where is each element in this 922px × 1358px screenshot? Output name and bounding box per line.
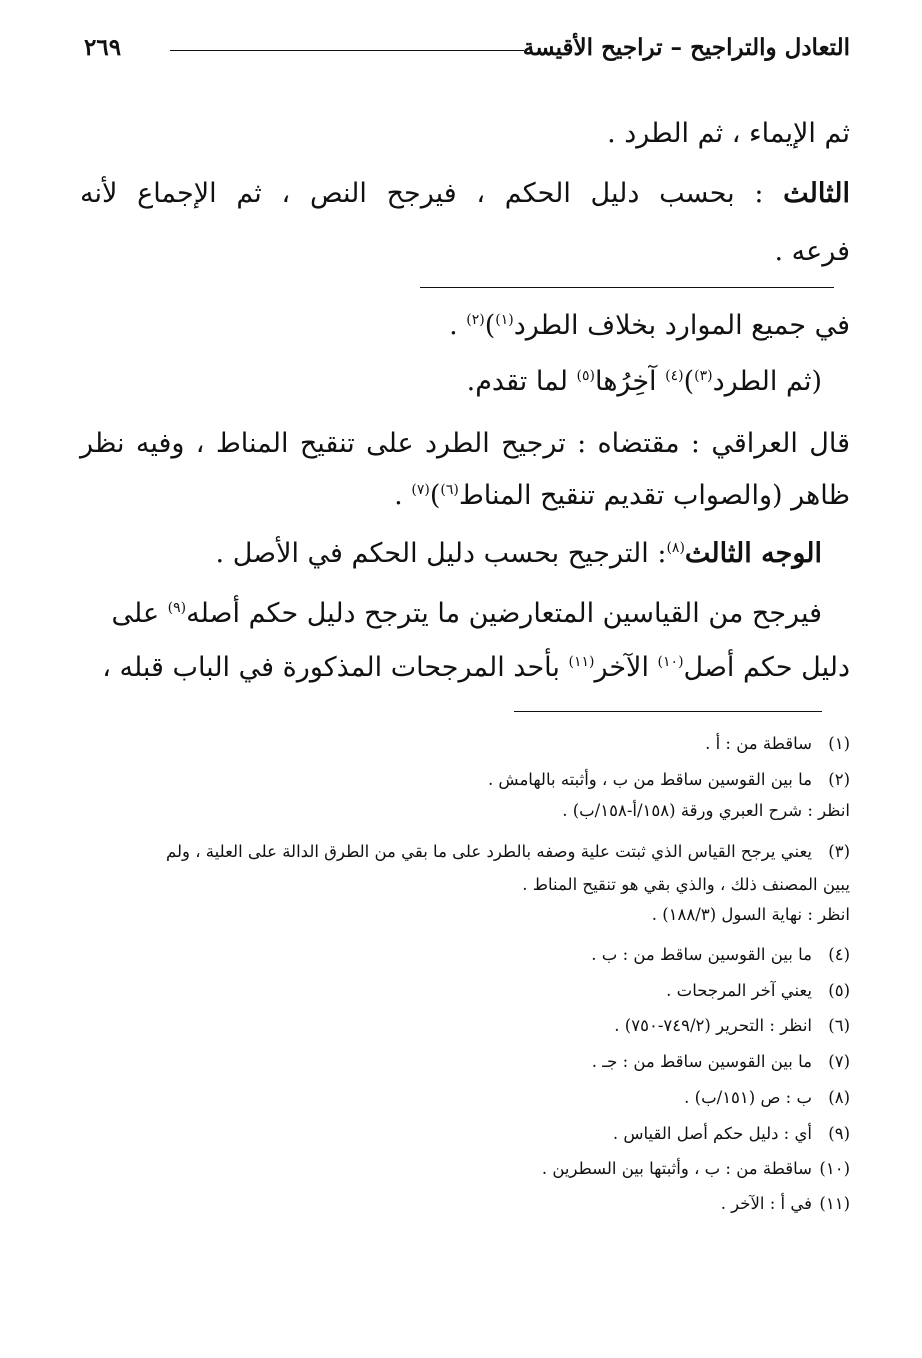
footnote-ref: (٩) bbox=[167, 600, 187, 616]
text-line: دليل حكم أصل$^{(١٠)}$ الآخر$^{(١١)}$ بأحد المرجحات المذكورة في الباب قبله ، bbox=[102, 652, 850, 683]
section-label: الوجه الثالث bbox=[684, 538, 822, 569]
footnote-ref: (٢) bbox=[466, 312, 485, 328]
footnote: (٢)ما بين القوسين ساقط من ب ، وأثبته بالهامش . bbox=[487, 770, 850, 789]
text-line: قال العراقي : مقتضاه : ترجيح الطرد على تنقيح المناط ، وفيه نظر bbox=[80, 428, 850, 459]
running-title: التعادل والتراجيح – تراجيح الأقيسة bbox=[522, 34, 850, 61]
footnote-continuation: يبين المصنف ذلك ، والذي بقي هو تنقيح المناط . bbox=[522, 875, 850, 894]
footnote-number: (٤) bbox=[828, 945, 850, 964]
footnote-number: (٩) bbox=[828, 1124, 850, 1143]
footnote: (٣)يعني يرجح القياس الذي ثبتت علية وصفه بالطرد على ما بقي من الطرق الدالة على العلية ، ولم bbox=[166, 842, 850, 861]
footnote: (٧)ما بين القوسين ساقط من : جـ . bbox=[591, 1052, 850, 1071]
text-line: الثالث : بحسب دليل الحكم ، فيرجح النص ، ثم الإجماع لأنه bbox=[80, 178, 850, 209]
footnote-ref: (٤) bbox=[665, 368, 684, 384]
text-line: فيرجح من القياسين المتعارضين ما يترجح دليل حكم أصله$^{(٩)}$ على bbox=[111, 598, 822, 629]
footnote-ref: (١٠) bbox=[657, 654, 684, 670]
text-line: فرعه . bbox=[774, 236, 850, 267]
footnote: (١)ساقطة من : أ . bbox=[705, 734, 850, 753]
footnote-ref: (٥) bbox=[576, 368, 595, 384]
header-rule bbox=[170, 50, 524, 51]
footnote-ref: (١١) bbox=[568, 654, 595, 670]
footnote-number: (٢) bbox=[828, 770, 850, 789]
section-divider bbox=[420, 287, 834, 288]
text-line: (ثم الطرد$^{(٣)}$)$^{(٤)}$ آخِرُها$^{(٥)}$ لما تقدم. bbox=[466, 366, 822, 397]
footnote: (١١)في أ : الآخر . bbox=[720, 1194, 850, 1213]
footnote: (٨)ب : ص (١٥١/ب) . bbox=[684, 1088, 850, 1107]
text-line: ظاهر (والصواب تقديم تنقيح المناط$^{(٦)}$)$^{(٧)}$ . bbox=[394, 480, 850, 511]
footnote-ref: (١) bbox=[495, 312, 514, 328]
footnote-ref: (٣) bbox=[694, 368, 713, 384]
footnote-number: (٧) bbox=[828, 1052, 850, 1071]
text-line: في جميع الموارد بخلاف الطرد$^{(١)}$)$^{(٢)}$ . bbox=[449, 310, 850, 341]
footnote-number: (١١) bbox=[819, 1194, 850, 1213]
text-line: الوجه الثالث$^{(٨)}$: الترجيح بحسب دليل الحكم في الأصل . bbox=[215, 538, 822, 569]
text-line: ثم الإيماء ، ثم الطرد . bbox=[607, 118, 850, 149]
footnote-number: (٨) bbox=[828, 1088, 850, 1107]
footnote-continuation: انظر : شرح العبري ورقة (١٥٨/أ-١٥٨/ب) . bbox=[562, 801, 850, 820]
section-label: الثالث bbox=[783, 178, 850, 209]
footnote-number: (٣) bbox=[828, 842, 850, 861]
footnote-ref: (٨) bbox=[666, 540, 685, 556]
footnote-number: (١٠) bbox=[819, 1159, 850, 1178]
footnote-number: (١) bbox=[828, 734, 850, 753]
footnote-continuation: انظر : نهاية السول (١٨٨/٣) . bbox=[651, 905, 850, 924]
footnote-number: (٥) bbox=[828, 981, 850, 1000]
page-number: ٢٦٩ bbox=[84, 34, 122, 61]
footnote-ref: (٦) bbox=[440, 482, 459, 498]
footnote: (٤)ما بين القوسين ساقط من : ب . bbox=[591, 945, 850, 964]
footnote: (٦)انظر : التحرير (٧٤٩/٢-٧٥٠) . bbox=[614, 1016, 850, 1035]
page-header bbox=[84, 32, 850, 72]
footnote-divider bbox=[514, 711, 822, 712]
footnote: (٥)يعني آخر المرجحات . bbox=[666, 981, 850, 1000]
footnote: (٩)أي : دليل حكم أصل القياس . bbox=[612, 1124, 850, 1143]
footnote-number: (٦) bbox=[828, 1016, 850, 1035]
footnote-ref: (٧) bbox=[411, 482, 430, 498]
footnote: (١٠)ساقطة من : ب ، وأثبتها بين السطرين . bbox=[541, 1159, 850, 1178]
